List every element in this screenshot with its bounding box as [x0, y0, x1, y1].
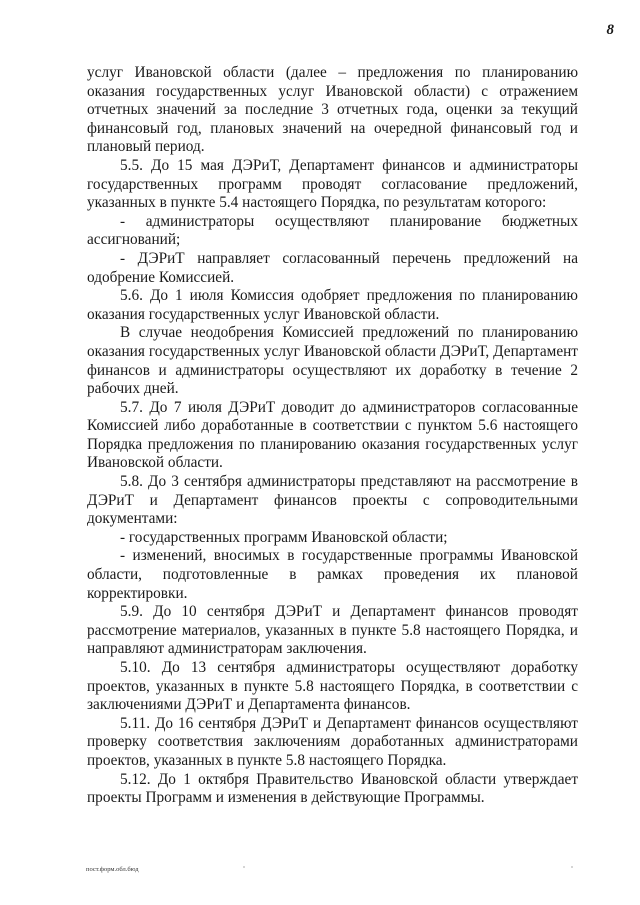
scan-speck: [243, 866, 245, 868]
list-item-5-8-b: - изменений, вносимых в государственные программы Ивановской области, подготовленные в рамках проведения их плановой корректировки.: [87, 547, 578, 602]
page-number: 8: [606, 22, 614, 38]
paragraph-5-11: 5.11. До 16 сентября ДЭРиТ и Департамент финансов осуществляют проверку соответствия заключениям доработанных администраторами проектов, указанных в пункте 5.8 настоящего Порядка.: [87, 714, 578, 769]
paragraph-continuation: услуг Ивановской области (далее – предложения по планированию оказания государственных услуг Ивановской области) с отражением отчетных значений за последние 3 отчетных года, оценки за текущий финансовый год, плановых значений на очередной финансовый год и плановый период.: [87, 64, 578, 156]
footer-file-label: пост.форм.обл.бюд: [86, 866, 139, 873]
paragraph-5-10: 5.10. До 13 сентября администраторы осуществляют доработку проектов, указанных в пункте 5.8 настоящего Порядка, в соответствии с заключениями ДЭРиТ и Департамента финансов.: [87, 659, 578, 714]
paragraph-5-9: 5.9. До 10 сентября ДЭРиТ и Департамент финансов проводят рассмотрение материалов, указанных в пункте 5.8 настоящего Порядка, и направляют администраторам заключения.: [87, 603, 578, 658]
list-item-5-5-b: - ДЭРиТ направляет согласованный перечень предложений на одобрение Комиссией.: [87, 249, 578, 286]
paragraph-5-5: 5.5. До 15 мая ДЭРиТ, Департамент финансов и администраторы государственных программ проводят согласование предложений, указанных в пункте 5.4 настоящего Порядка, по результатам которого:: [87, 156, 578, 212]
paragraph-5-12: 5.12. До 1 октября Правительство Ивановской области утверждает проекты Программ и изменения в действующие Программы.: [87, 770, 578, 807]
paragraph-5-6: 5.6. До 1 июля Комиссия одобряет предложения по планированию оказания государственных услуг Ивановской области.: [87, 287, 578, 323]
list-item-5-5-a: - администраторы осуществляют планирование бюджетных ассигнований;: [87, 212, 578, 249]
document-body: [87, 64, 578, 808]
paragraph-5-7: 5.7. До 7 июля ДЭРиТ доводит до администраторов согласованные Комиссией либо доработанные в соответствии с пунктом 5.6 настоящего Порядка предложения по планированию оказания государственных услуг Ивановской области.: [87, 398, 578, 472]
scan-speck: [571, 866, 573, 868]
paragraph-5-8: 5.8. До 3 сентября администраторы представляют на рассмотрение в ДЭРиТ и Департамент финансов проекты с сопроводительными документами:: [87, 473, 578, 528]
list-item-5-8-a: - государственных программ Ивановской области;: [120, 528, 448, 546]
paragraph-5-6-b: В случае неодобрения Комиссией предложений по планированию оказания государственных услуг Ивановской области ДЭРиТ, Департамент финансов и администраторы осуществляют их доработку в течение 2 рабочих дней.: [87, 324, 578, 398]
